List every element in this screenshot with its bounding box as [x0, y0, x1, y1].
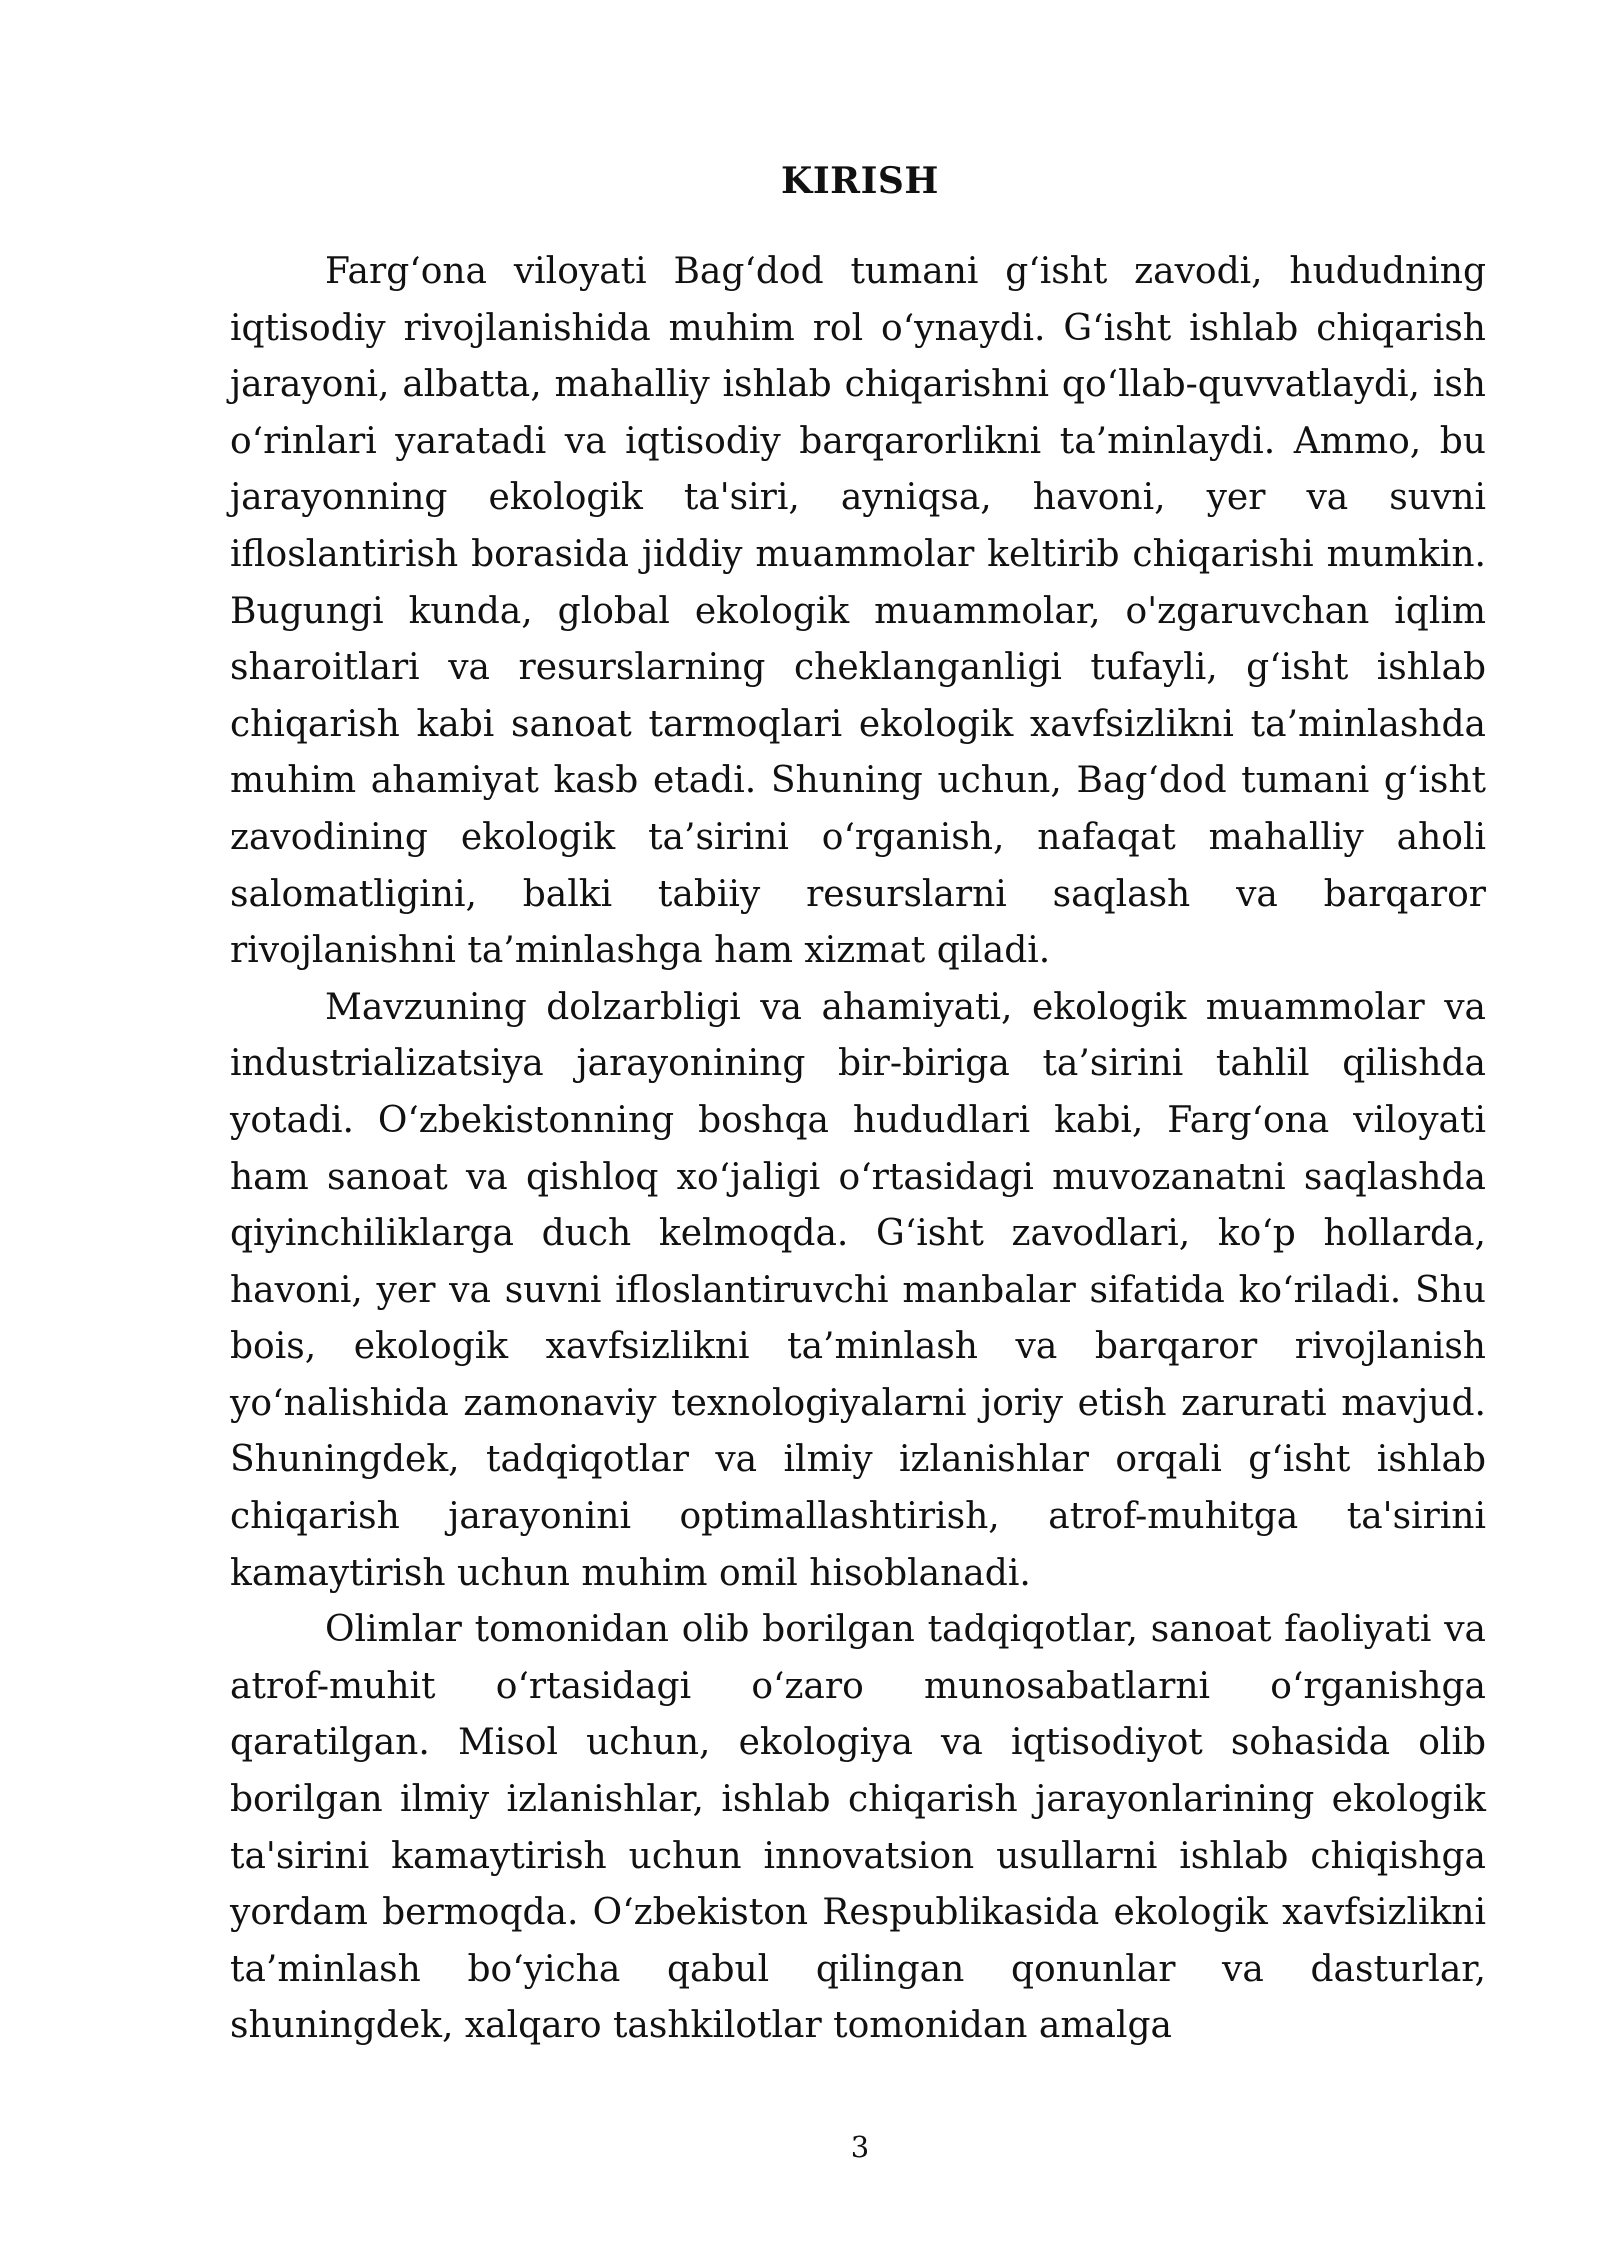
body-text	[230, 244, 1486, 2055]
page-title: KIRISH	[781, 160, 939, 202]
paragraph-1: Farg‘ona viloyati Bag‘dod tumani g‘isht zavodi, hududning iqtisodiy rivojlanishida muhim rol o‘ynaydi. G‘isht ishlab chiqarish jarayoni, albatta, mahalliy ishlab chiqarishni qo‘llab-quvvatlaydi, ish o‘rinlari yaratadi va iqtisodiy barqarorlikni ta’minlaydi. Ammo, bu jarayonning ekologik ta'siri, ayniqsa, havoni, yer va suvni ifloslantirish borasida jiddiy muammolar keltirib chiqarishi mumkin. Bugungi kunda, global ekologik muammolar, o'zgaruvchan iqlim sharoitlari va resurslarning cheklanganligi tufayli, g‘isht ishlab chiqarish kabi sanoat tarmoqlari ekologik xavfsizlikni ta’minlashda muhim ahamiyat kasb etadi. Shuning uchun, Bag‘dod tumani g‘isht zavodining ekologik ta’sirini o‘rganish, nafaqat mahalliy aholi salomatligini, balki tabiiy resurslarni saqlash va barqaror rivojlanishni ta’minlashga ham xizmat qiladi.	[230, 251, 1486, 972]
paragraph-2: Mavzuning dolzarbligi va ahamiyati, ekologik muammolar va industrializatsiya jarayonining bir-biriga ta’sirini tahlil qilishda yotadi. O‘zbekistonning boshqa hududlari kabi, Farg‘ona viloyati ham sanoat va qishloq xo‘jaligi o‘rtasidagi muvozanatni saqlashda qiyinchiliklarga duch kelmoqda. G‘isht zavodlari, ko‘p hollarda, havoni, yer va suvni ifloslantiruvchi manbalar sifatida ko‘riladi. Shu bois, ekologik xavfsizlikni ta’minlash va barqaror rivojlanish yo‘nalishida zamonaviy texnologiyalarni joriy etish zarurati mavjud. Shuningdek, tadqiqotlar va ilmiy izlanishlar orqali g‘isht ishlab chiqarish jarayonini optimallashtirish, atrof-muhitga ta'sirini kamaytirish uchun muhim omil hisoblanadi.	[230, 986, 1486, 1594]
paragraph-3: Olimlar tomonidan olib borilgan tadqiqotlar, sanoat faoliyati va atrof-muhit o‘rtasidagi o‘zaro munosabatlarni o‘rganishga qaratilgan. Misol uchun, ekologiya va iqtisodiyot sohasida olib borilgan ilmiy izlanishlar, ishlab chiqarish jarayonlarining ekologik ta'sirini kamaytirish uchun innovatsion usullarni ishlab chiqishga yordam bermoqda. O‘zbekiston Respublikasida ekologik xavfsizlikni ta’minlash bo‘yicha qabul qilingan qonunlar va dasturlar, shuningdek, xalqaro tashkilotlar tomonidan amalga	[230, 1609, 1486, 2047]
page-number: 3	[850, 2130, 870, 2164]
